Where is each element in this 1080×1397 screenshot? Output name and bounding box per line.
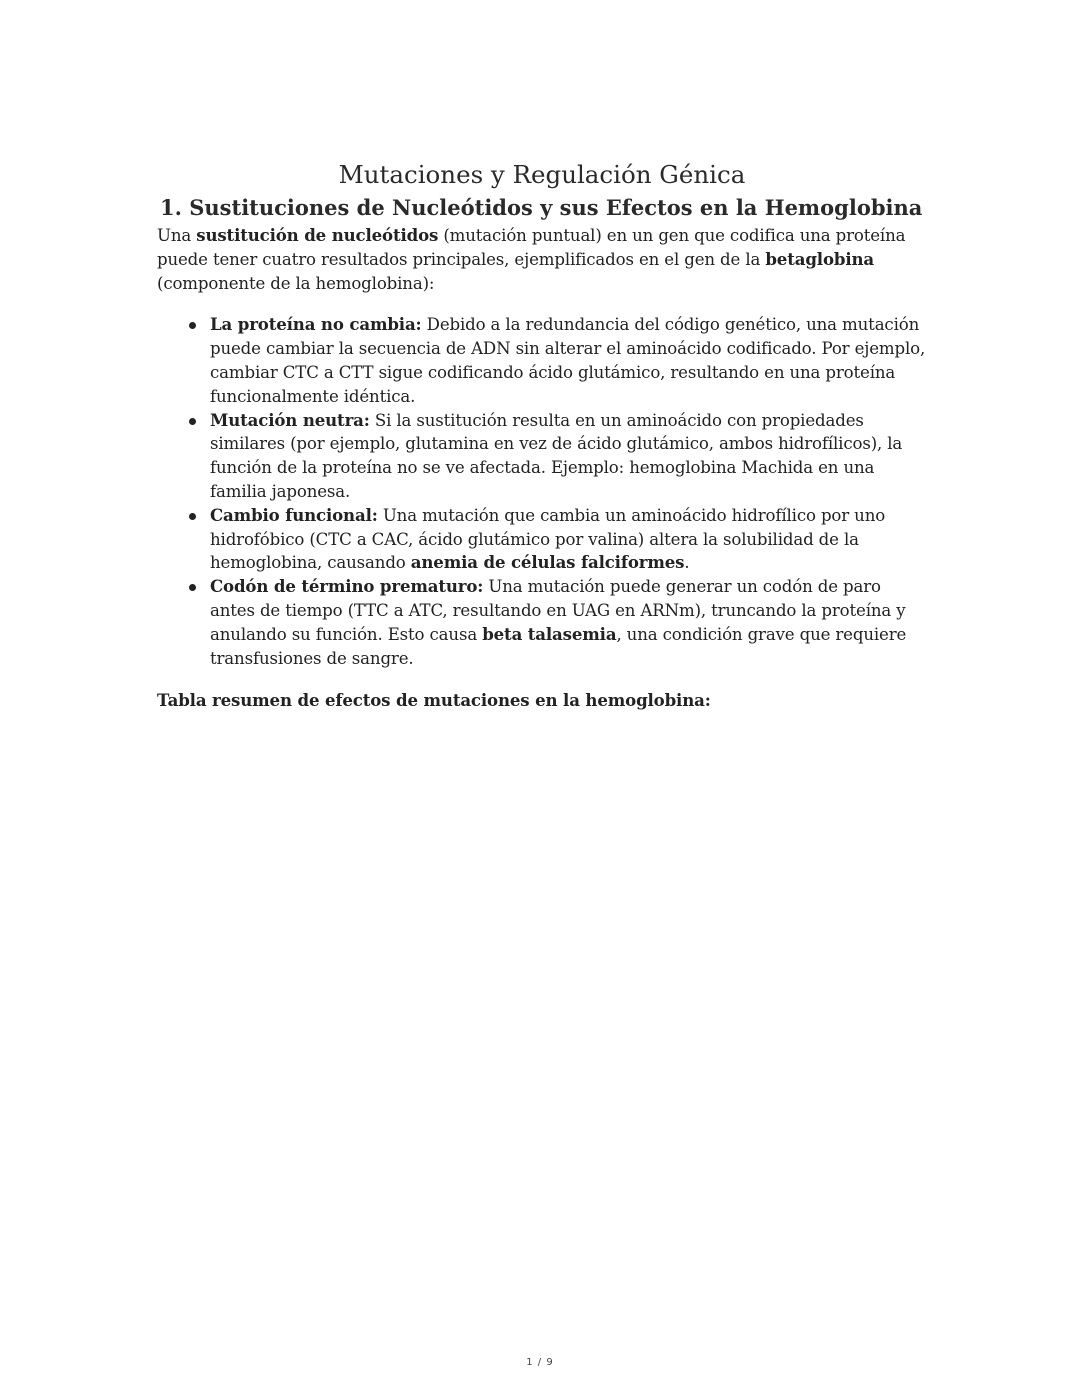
list-item-text: Una mutación que cambia un aminoácido hidrofílico por uno hidrofóbico (CTC a CAC, ácido glutámico por valina) altera la solubilidad de la hemoglobina, causando	[210, 505, 886, 573]
bullet-icon	[189, 418, 196, 425]
list-item-bold-term: anemia de células falciformes	[410, 552, 685, 573]
bullet-icon	[189, 322, 196, 329]
document-title: Mutaciones y Regulación Génica	[338, 160, 746, 189]
section-heading: 1. Sustituciones de Nucleótidos y sus Efectos en la Hemoglobina	[160, 195, 923, 220]
list-item-text: Debido a la redundancia del código genético, una mutación puede cambiar la secuencia de ADN sin alterar el aminoácido codificado. Por ejemplo, cambiar CTC a CTT sigue codificando ácido glutámico, resultando en una proteína funcionalmente idéntica.	[210, 315, 926, 406]
list-item-label: La proteína no cambia:	[210, 314, 422, 335]
intro-paragraph	[157, 224, 927, 295]
page-content	[157, 158, 927, 713]
list-item	[210, 409, 927, 504]
list-item-text: Una mutación puede generar un codón de paro antes de tiempo (TTC a ATC, resultando en UAG en ARNm), truncando la proteína y anulando su función. Esto causa	[210, 577, 906, 644]
table-caption: Tabla resumen de efectos de mutaciones en la hemoglobina:	[157, 690, 711, 711]
intro-bold-term: sustitución de nucleótidos	[196, 225, 439, 245]
list-item	[210, 313, 927, 408]
list-item-text: , una condición grave que requiere transfusiones de sangre.	[210, 624, 907, 668]
effects-list	[157, 313, 927, 670]
intro-text: (mutación puntual) en un gen que codifica una proteína puede tener cuatro resultados principales, ejemplificados en el gen de la	[157, 226, 906, 269]
list-item	[210, 504, 927, 575]
page-number: 1 / 9	[526, 1357, 554, 1368]
bullet-icon	[189, 513, 196, 520]
list-item-label: Mutación neutra:	[210, 409, 370, 430]
intro-text: Una	[157, 226, 197, 245]
bullet-icon	[189, 584, 196, 591]
list-item-text: Si la sustitución resulta en un aminoácido con propiedades similares (por ejemplo, glutamina en vez de ácido glutámico, ambos hidrofílicos), la función de la proteína no se ve afectada. Ejemplo: hemoglobina Machida en una familia japonesa.	[210, 410, 903, 501]
list-item	[210, 575, 927, 670]
list-item-text: .	[684, 553, 690, 573]
list-item-label: Cambio funcional:	[210, 504, 378, 525]
intro-bold-term: betaglobina	[765, 248, 874, 269]
list-item-label: Codón de término prematuro:	[210, 576, 484, 597]
list-item-bold-term: beta talasemia	[482, 623, 617, 644]
intro-text: (componente de la hemoglobina):	[157, 273, 435, 293]
